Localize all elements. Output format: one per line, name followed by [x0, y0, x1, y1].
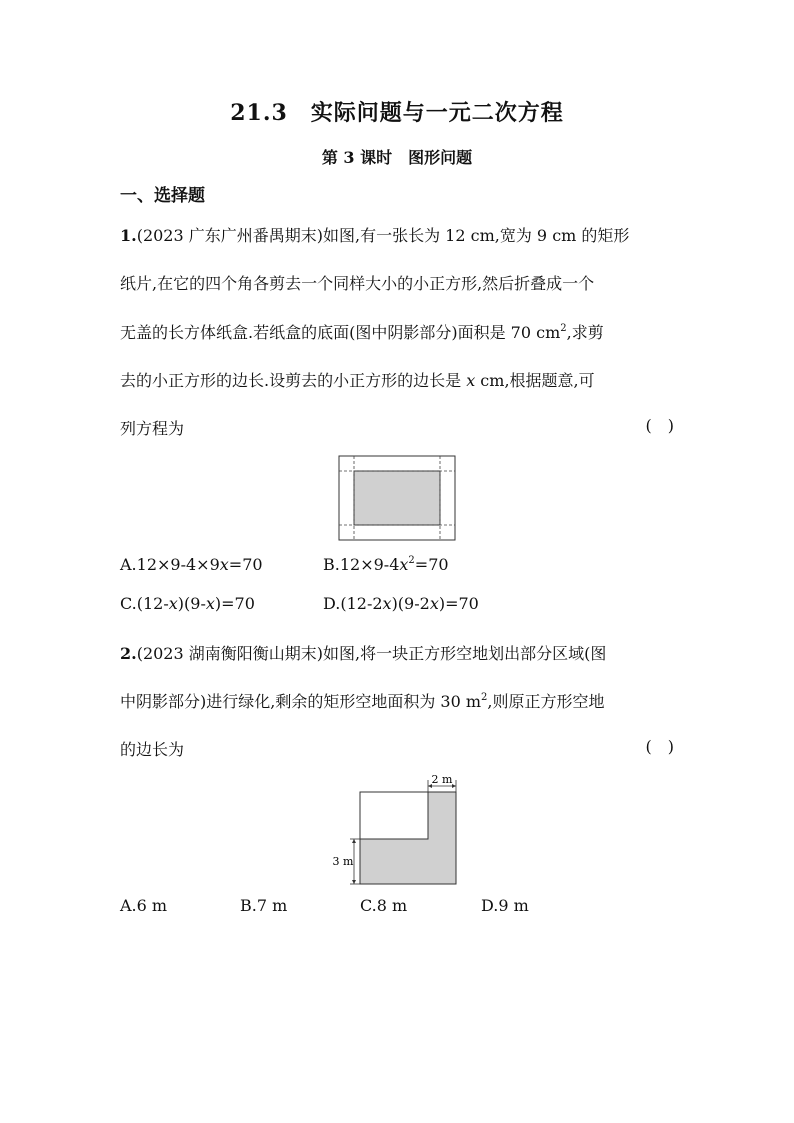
q1-option-a[interactable]: A.12×9-4×9x=70: [120, 555, 263, 574]
q1-option-d[interactable]: D.(12-2x)(9-2x)=70: [323, 594, 479, 613]
q2-line2-pre: 中阴影部分)进行绿化,剩余的矩形空地面积为 30 m: [120, 692, 482, 711]
q2-line-1: [120, 641, 606, 664]
lesson-subtitle: 第 3 课时 图形问题: [321, 148, 473, 167]
q2-option-a[interactable]: A.6 m: [120, 896, 168, 915]
q1-source: (2023 广东广州番禺期末): [136, 226, 323, 245]
q2-number: 2.: [120, 644, 137, 663]
q2-side-label: 3 m: [332, 855, 354, 868]
page-title: 21.3 实际问题与一元二次方程: [230, 100, 564, 126]
q1-number: 1.: [120, 226, 137, 245]
q1-option-b[interactable]: $B.12\times 9-4x^2=70$: [323, 555, 449, 574]
q1-line4-pre: 去的小正方形的边长.设剪去的小正方形的边长是: [120, 371, 467, 390]
q2-answer-blank[interactable]: ( ): [645, 737, 674, 756]
q2-shaded-region: [360, 792, 456, 884]
q1-line-3: [120, 320, 604, 343]
q2-option-d[interactable]: D.9 m: [481, 896, 529, 915]
section-heading: 一、选择题: [120, 186, 205, 206]
q1-line-2: 纸片,在它的四个角各剪去一个同样大小的小正方形,然后折叠成一个: [120, 274, 595, 293]
q2-line-3: 的边长为: [120, 740, 185, 759]
q2-source: (2023 湖南衡阳衡山期末): [136, 644, 323, 663]
q2-line1-text: 如图,将一块正方形空地划出部分区域(图: [323, 644, 607, 663]
q2-line2-post: ,则原正方形空地: [487, 692, 605, 711]
q2-top-label: 2 m: [431, 773, 453, 786]
q1-line3-pre: 无盖的长方体纸盒.若纸盒的底面(图中阴影部分)面积是 70 cm: [120, 323, 561, 342]
q1-line3-sup: 2: [560, 323, 567, 334]
q2-square-figure: [330, 772, 462, 888]
q1-line3-post: ,求剪: [566, 323, 604, 342]
q1-shaded-base: [354, 471, 440, 525]
q1-answer-blank[interactable]: ( ): [645, 416, 674, 435]
q1-option-c[interactable]: C.(12-x)(9-x)=70: [120, 594, 255, 613]
q2-line-2: [120, 689, 605, 712]
q1-rectangle-figure: [337, 454, 457, 542]
q2-option-b[interactable]: B.7 m: [240, 896, 288, 915]
q1-line1-text: 如图,有一张长为 12 cm,宽为 9 cm 的矩形: [323, 226, 630, 245]
q1-line-5: 列方程为: [120, 419, 185, 438]
q2-option-c[interactable]: C.8 m: [360, 896, 408, 915]
q2-line2-sup: 2: [481, 692, 488, 703]
q1-line4-var: x: [466, 371, 476, 390]
q1-line4-post: cm,根据题意,可: [475, 371, 595, 390]
q1-line-1: [120, 223, 629, 246]
q1-line-4: [120, 368, 595, 391]
